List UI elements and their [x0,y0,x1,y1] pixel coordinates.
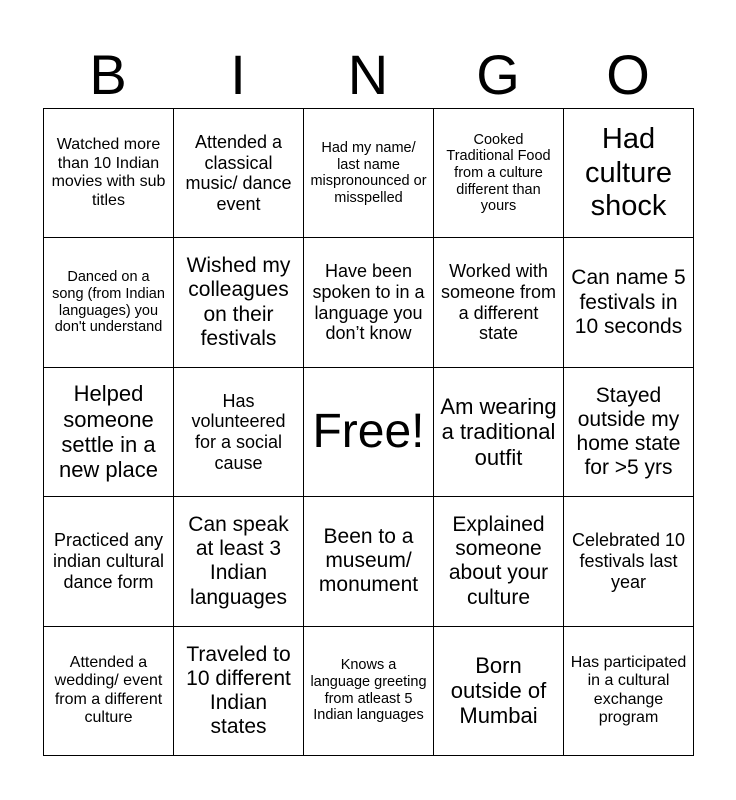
bingo-cell: Have been spoken to in a language you don’t know [304,238,434,367]
bingo-row [44,626,694,755]
bingo-cell: Born outside of Mumbai [434,626,564,755]
bingo-cell: Attended a classical music/ dance event [174,109,304,238]
bingo-cell: Wished my colleagues on their festivals [174,238,304,367]
bingo-cell: Helped someone settle in a new place [44,367,174,496]
bingo-cell: Watched more than 10 Indian movies with sub titles [44,109,174,238]
free-cell: Free! [304,367,434,496]
header-letter-b: B [89,43,127,106]
bingo-cell: Had my name/ last name mispronounced or misspelled [304,109,434,238]
header-letter-o: O [606,43,650,106]
header-letter-i: I [230,43,246,106]
bingo-cell: Had culture shock [564,109,694,238]
bingo-cell: Stayed outside my home state for >5 yrs [564,367,694,496]
bingo-cell: Attended a wedding/ event from a different culture [44,626,174,755]
header-letter-g: G [476,43,520,106]
bingo-cell: Danced on a song (from Indian languages) you don't understand [44,238,174,367]
bingo-header [43,44,693,106]
bingo-cell: Traveled to 10 different Indian states [174,626,304,755]
bingo-cell: Celebrated 10 festivals last year [564,497,694,626]
bingo-cell: Can speak at least 3 Indian languages [174,497,304,626]
bingo-cell: Has participated in a cultural exchange program [564,626,694,755]
bingo-row [44,109,694,238]
bingo-cell: Can name 5 festivals in 10 seconds [564,238,694,367]
header-letter-n: N [347,43,389,106]
bingo-cell: Practiced any indian cultural dance form [44,497,174,626]
bingo-cell: Cooked Traditional Food from a culture different than yours [434,109,564,238]
bingo-cell: Explained someone about your culture [434,497,564,626]
bingo-row [44,497,694,626]
bingo-cell: Been to a museum/ monument [304,497,434,626]
bingo-row [44,367,694,496]
bingo-grid [43,108,694,756]
bingo-cell: Am wearing a traditional outfit [434,367,564,496]
bingo-cell: Worked with someone from a different state [434,238,564,367]
bingo-row [44,238,694,367]
bingo-cell: Knows a language greeting from atleast 5 Indian languages [304,626,434,755]
bingo-cell: Has volunteered for a social cause [174,367,304,496]
